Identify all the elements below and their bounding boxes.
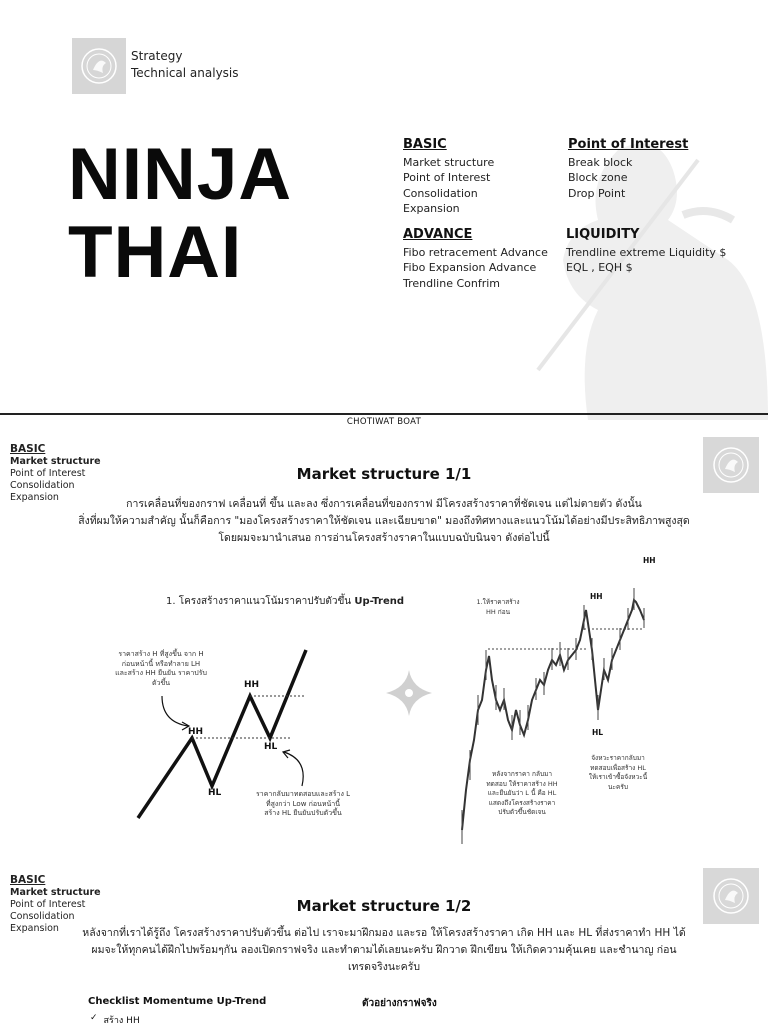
- side-basic-heading: BASIC: [10, 874, 46, 886]
- note-chart-entry: [580, 754, 656, 792]
- note-line: ทดสอบเพื่อสร้าง HL: [590, 763, 646, 772]
- page3-paragraph: [80, 925, 688, 976]
- liquidity-item: EQL , EQH $: [566, 261, 633, 275]
- note-line: หลังจากราคา กลับมา: [491, 770, 553, 778]
- checkmark-icon: ✓: [90, 1013, 98, 1023]
- poi-item: Block zone: [568, 171, 628, 185]
- side-item-market-structure: Market structure: [10, 887, 101, 898]
- brand-logo: [72, 38, 126, 94]
- note-chart-hl-confirm: [478, 770, 566, 818]
- note-line: ที่สูงกว่า Low ก่อนหน้านี้: [266, 799, 340, 808]
- page3-title: Market structure 1/2: [296, 897, 472, 915]
- basic-item: Expansion: [403, 202, 460, 216]
- note-line: ราคากลับมาทดสอบและสร้าง L: [256, 790, 350, 798]
- shuriken-icon: [384, 668, 434, 718]
- side-item: Point of Interest: [10, 899, 86, 910]
- cover-title-line1: NINJA: [68, 134, 293, 215]
- uptrend-figure-label: [166, 594, 404, 609]
- note-line: ปรับตัวขึ้นชัดเจน: [498, 808, 546, 816]
- basic-item: Market structure: [403, 156, 495, 169]
- side-item-market-structure: Market structure: [10, 456, 101, 467]
- page2-para-line: โดยผมจะมานำเสนอ การอ่านโครงสร้างราคาในแบบฉบับนินจา ดังต่อไปนี้: [218, 532, 550, 544]
- page3-para-line: ผมจะให้ทุกคนได้ฝึกไปพร้อมๆกัน ลองเปิดกราฟจริง และทำตามได้เลยนะครับ ฝึกวาด ฝึกเขียน ให้เกิดความคุ้นเคย และชำนาญ ก่อน: [91, 944, 677, 956]
- checklist-title: Checklist Momentume Up-Trend: [88, 996, 267, 1007]
- page2-para-line: การเคลื่อนที่ของกราฟ เคลื่อนที่ ขึ้น และลง ซึ่งการเคลื่อนที่ของกราฟ มีโครงสร้างราคาที่ชัดเจน แต่ไม่ตายตัว ดังนั้น: [126, 498, 642, 510]
- poi-item: Drop Point: [568, 186, 626, 200]
- note-line: สร้าง HL ยืนยันปรับตัวขึ้น: [264, 809, 342, 817]
- label-hl-2: HL: [264, 742, 278, 752]
- basic-heading: BASIC: [403, 137, 447, 152]
- uptrend-label-bold: Up-Trend: [354, 596, 405, 607]
- note-line: แสดงถึงโครงสร้างราคา: [488, 798, 556, 807]
- note-line: ราคาสร้าง H ที่สูงขึ้น จาก H: [118, 650, 204, 658]
- example-chart-title: ตัวอย่างกราฟจริง: [362, 998, 437, 1009]
- page-divider: [0, 413, 768, 415]
- side-basic-heading: BASIC: [10, 443, 46, 455]
- advance-column: [403, 226, 548, 291]
- arrow-curve-icon: [158, 694, 192, 732]
- meta-technical: Technical analysis: [131, 66, 239, 80]
- advance-item: Fibo retracement Advance: [403, 246, 548, 259]
- chart-label-hh-1: HH: [590, 592, 603, 601]
- note-line: 1.ให้ราคาสร้าง: [476, 598, 520, 606]
- page2-paragraph: [60, 496, 708, 547]
- note-line: ให้เราเข้าซื้อจังหวะนี้: [588, 773, 648, 781]
- note-line: ตัวขึ้น: [151, 678, 171, 687]
- checklist-item-text: สร้าง HH: [103, 1016, 140, 1024]
- note-hl-explain: [244, 790, 362, 819]
- chart-label-hl: HL: [592, 728, 604, 737]
- advance-item: Trendline Confrim: [403, 276, 501, 290]
- note-line: ก่อนหน้านี้ หรือทำลาย LH: [121, 659, 201, 668]
- basic-item: Consolidation: [403, 186, 478, 200]
- side-item: Expansion: [10, 923, 59, 934]
- cover-title-line2: THAI: [68, 212, 243, 293]
- ninja-emblem-icon: [79, 46, 119, 86]
- cover-title: [68, 136, 292, 292]
- poi-column: [568, 136, 688, 201]
- side-item: Consolidation: [10, 480, 75, 491]
- poi-heading: Point of Interest: [568, 137, 689, 152]
- chart-label-hh-2: HH: [643, 556, 656, 565]
- page3-para-line: เทรดจริงนะครับ: [347, 961, 421, 973]
- advance-item: Fibo Expansion Advance: [403, 261, 537, 275]
- side-item: Consolidation: [10, 911, 75, 922]
- meta-strategy: Strategy: [131, 49, 183, 63]
- side-item: Expansion: [10, 492, 59, 503]
- author-footer: CHOTIWAT BOAT: [346, 417, 422, 427]
- label-hh-1: HH: [188, 727, 204, 737]
- note-line: และสร้าง HH ยืนยัน ราคาปรับ: [115, 669, 207, 677]
- page3-logo: [703, 868, 759, 924]
- page2-title: Market structure 1/1: [296, 465, 472, 483]
- basic-column: [403, 136, 494, 217]
- note-line: HH ก่อน: [485, 607, 511, 616]
- label-hl-1: HL: [208, 788, 222, 798]
- note-line: นะครับ: [608, 782, 628, 791]
- liquidity-column: [566, 226, 726, 276]
- basic-item: Point of Interest: [403, 171, 491, 185]
- note-hh-explain: [106, 650, 216, 688]
- note-line: จังหวะราคากลับมา: [591, 754, 645, 762]
- liquidity-heading: LIQUIDITY: [566, 227, 640, 242]
- cover-meta: [131, 48, 239, 82]
- uptrend-label-text: 1. โครงสร้างราคาแนวโน้มราคาปรับตัวขึ้น: [166, 596, 352, 607]
- side-item: Point of Interest: [10, 468, 86, 479]
- checklist-item: [90, 1013, 140, 1024]
- poi-item: Break block: [568, 156, 633, 169]
- note-line: และยืนยันว่า L นี้ คือ HL: [487, 789, 557, 797]
- advance-heading: ADVANCE: [403, 227, 473, 242]
- arrow-curve-icon: [280, 748, 310, 788]
- label-hh-2: HH: [244, 680, 260, 690]
- note-chart-first-hh: [468, 598, 528, 617]
- liquidity-item: Trendline extreme Liquidity $: [566, 246, 727, 259]
- page2-para-line: สิ่งที่ผมให้ความสำคัญ นั้นก็คือการ "มองโครงสร้างราคาให้ชัดเจน และเฉียบขาด" มองถึงทิศทางและแนวโน้มได้อย่างมีประสิทธิภาพสูงสุด: [78, 515, 690, 527]
- note-line: ทดสอบ ให้ราคาสร้าง HH: [486, 779, 558, 788]
- page3-para-line: หลังจากที่เราได้รู้ถึง โครงสร้างราคาปรับตัวขึ้น ต่อไป เราจะมาฝึกมอง และรอ ให้โครงสร้างราคา เกิด HH และ HL ที่ส่งราคาทำ HH ได้: [82, 927, 686, 939]
